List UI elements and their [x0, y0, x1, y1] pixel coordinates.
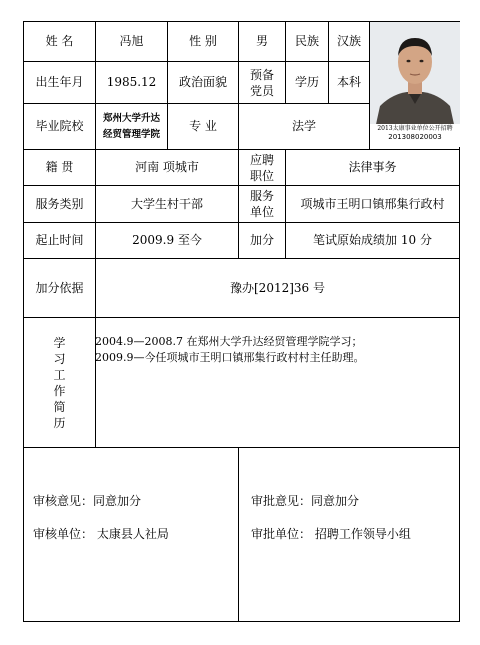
- post-label-line: 应聘: [249, 152, 274, 167]
- resume-text: [95, 334, 455, 366]
- review-unit: 审核单位： 太康县人社局: [33, 527, 169, 541]
- period-label: 起止时间: [35, 233, 84, 247]
- resume-label-char: 简: [53, 399, 66, 414]
- political-value-line: 党员: [249, 83, 274, 98]
- resume-label-char: 历: [53, 415, 66, 430]
- review-opinion: 审核意见：同意加分: [33, 494, 142, 508]
- education-label: 学历: [294, 75, 319, 89]
- approval-opinion: 审批意见：同意加分: [251, 494, 360, 508]
- post-label: [239, 150, 285, 185]
- school-value: [96, 104, 167, 149]
- post-label-line: 职位: [249, 168, 274, 183]
- major-label: 专 业: [189, 119, 217, 133]
- photo-caption: [370, 124, 460, 147]
- resume-label-char: 作: [53, 383, 66, 398]
- resume-label-char: 工: [53, 367, 66, 382]
- birth-value: 1985.12: [106, 75, 157, 89]
- ethnicity-label: 民族: [294, 34, 319, 48]
- gender-value: 男: [255, 34, 268, 48]
- gender-label: 性 别: [189, 34, 217, 48]
- political-value: [239, 62, 285, 103]
- approval-unit: 审批单位： 招聘工作领导小组: [251, 527, 411, 541]
- bonus-basis-label: 加分依据: [35, 280, 84, 295]
- resume-label-char: 习: [53, 351, 66, 366]
- period-value: 2009.9 至今: [132, 233, 202, 247]
- photo-caption-title: 2013太康事业单位公开招聘: [377, 125, 453, 132]
- grid-line: [238, 447, 239, 622]
- applicant-photo: [370, 22, 460, 129]
- ethnicity-value: 汉族: [336, 34, 361, 48]
- school-label: 毕业院校: [35, 119, 84, 133]
- school-value-line: 郑州大学升达: [102, 112, 160, 124]
- post-value: 法律事务: [348, 160, 397, 174]
- bonus-basis-value: 豫办[2012]36 号: [230, 280, 325, 295]
- education-value: 本科: [336, 75, 361, 89]
- resume-line: 2009.9—今任项城市王明口镇邢集行政村村主任助理。: [95, 351, 365, 364]
- service-unit-label: [239, 186, 285, 222]
- name-label: 姓 名: [45, 34, 74, 48]
- service-unit-label-line: 单位: [249, 205, 274, 219]
- service-unit-label-line: 服务: [249, 189, 274, 203]
- service-type-label: 服务类别: [35, 196, 84, 211]
- name-value: 冯旭: [119, 34, 144, 48]
- applicant-number: 201308020003: [388, 133, 442, 141]
- resume-label: [24, 318, 95, 447]
- service-unit-value: 项城市王明口镇邢集行政村: [300, 196, 445, 211]
- service-type-value: 大学生村干部: [130, 196, 203, 211]
- school-value-line: 经贸管理学院: [102, 128, 160, 140]
- bonus-value: 笔试原始成绩加 10 分: [313, 233, 432, 247]
- grid-line: [23, 447, 460, 448]
- major-value: 法学: [291, 119, 316, 133]
- resume-line: 2004.9—2008.7 在郑州大学升达经贸管理学院学习；: [95, 335, 363, 348]
- native-place-value: 河南 项城市: [135, 160, 199, 174]
- bonus-label: 加分: [249, 233, 274, 247]
- political-label: 政治面貌: [178, 75, 227, 89]
- native-place-label: 籍 贯: [45, 160, 74, 174]
- portrait-image: [370, 22, 460, 129]
- political-value-line: 预备: [249, 67, 274, 82]
- resume-label-char: 学: [53, 335, 66, 350]
- birth-label: 出生年月: [35, 75, 84, 89]
